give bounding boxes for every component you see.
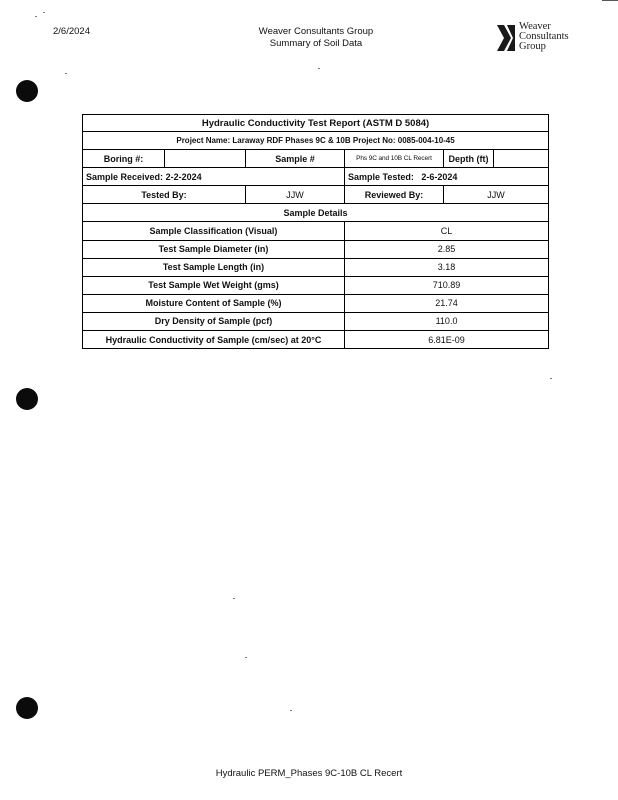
- logo-mark-icon: [496, 24, 516, 52]
- binder-hole: [16, 697, 38, 719]
- project-line: Project Name: Laraway RDF Phases 9C & 10B Project No: 0085-004-10-45: [83, 132, 549, 150]
- personnel-row: [83, 186, 549, 204]
- detail-value: 3.18: [345, 258, 549, 276]
- table-row: [83, 258, 549, 276]
- table-row: [83, 240, 549, 258]
- tested-by-value: JJW: [246, 186, 345, 204]
- company-logo: [496, 22, 596, 56]
- logo-text-line: Weaver: [519, 21, 551, 32]
- table-row: [83, 312, 549, 330]
- detail-value: 21.74: [345, 294, 549, 312]
- scan-speck: [550, 378, 552, 379]
- sample-received-cell: [83, 168, 345, 186]
- sample-tested-value: 2-6-2024: [421, 171, 458, 182]
- sample-number-value: Phs 9C and 10B CL Recert: [345, 150, 444, 168]
- detail-value: 110.0: [345, 312, 549, 330]
- dates-row: [83, 168, 549, 186]
- scan-speck: [245, 657, 247, 658]
- details-header-row: [83, 204, 549, 222]
- scan-speck: [233, 598, 235, 599]
- scan-speck: [290, 710, 292, 711]
- detail-value: 2.85: [345, 240, 549, 258]
- detail-label: Test Sample Diameter (in): [83, 240, 345, 258]
- hydraulic-conductivity-report-table: [82, 114, 549, 349]
- logo-text-line: Group: [519, 41, 546, 52]
- scan-speck: [65, 73, 67, 74]
- sample-tested-label: Sample Tested:: [348, 171, 414, 182]
- scan-speck: [43, 12, 45, 13]
- reviewed-by-label: Reviewed By:: [345, 186, 444, 204]
- detail-value: 710.89: [345, 276, 549, 294]
- logo-text: [519, 22, 569, 52]
- boring-row: [83, 150, 549, 168]
- boring-value: [165, 150, 246, 168]
- table-row: [83, 331, 549, 349]
- report-title: Hydraulic Conductivity Test Report (ASTM D 5084): [83, 115, 549, 132]
- binder-hole: [16, 388, 38, 410]
- report-title-row: [83, 115, 549, 132]
- depth-value: [494, 150, 549, 168]
- sample-tested-cell: [345, 168, 549, 186]
- depth-label: Depth (ft): [444, 150, 494, 168]
- page-date: 2/6/2024: [53, 26, 90, 37]
- detail-label: Moisture Content of Sample (%): [83, 294, 345, 312]
- table-row: [83, 276, 549, 294]
- tested-by-label: Tested By:: [83, 186, 246, 204]
- detail-value: 6.81E-09: [345, 331, 549, 349]
- document-title: Summary of Soil Data: [269, 38, 363, 49]
- company-name: Weaver Consultants Group: [258, 26, 374, 37]
- detail-label: Test Sample Wet Weight (gms): [83, 276, 345, 294]
- sample-details-header: Sample Details: [83, 204, 549, 222]
- detail-label: Hydraulic Conductivity of Sample (cm/sec) at 20°C: [83, 331, 345, 349]
- reviewed-by-value: JJW: [444, 186, 549, 204]
- scan-edge-mark: [602, 0, 618, 1]
- detail-label: Sample Classification (Visual): [83, 222, 345, 240]
- detail-label: Test Sample Length (in): [83, 258, 345, 276]
- table-row: [83, 294, 549, 312]
- boring-label: Boring #:: [83, 150, 165, 168]
- logo-text-line: Consultants: [519, 31, 569, 42]
- sample-received-label: Sample Received:: [86, 171, 164, 182]
- detail-value: CL: [345, 222, 549, 240]
- scan-speck: [318, 68, 320, 69]
- binder-hole: [16, 80, 38, 102]
- page-header: [216, 26, 416, 50]
- sample-number-label: Sample #: [246, 150, 345, 168]
- project-row: [83, 132, 549, 150]
- detail-label: Dry Density of Sample (pcf): [83, 312, 345, 330]
- sample-received-value: 2-2-2024: [165, 171, 202, 182]
- scan-speck: [35, 16, 37, 17]
- page-footer: Hydraulic PERM_Phases 9C-10B CL Recert: [215, 768, 403, 779]
- table-row: [83, 222, 549, 240]
